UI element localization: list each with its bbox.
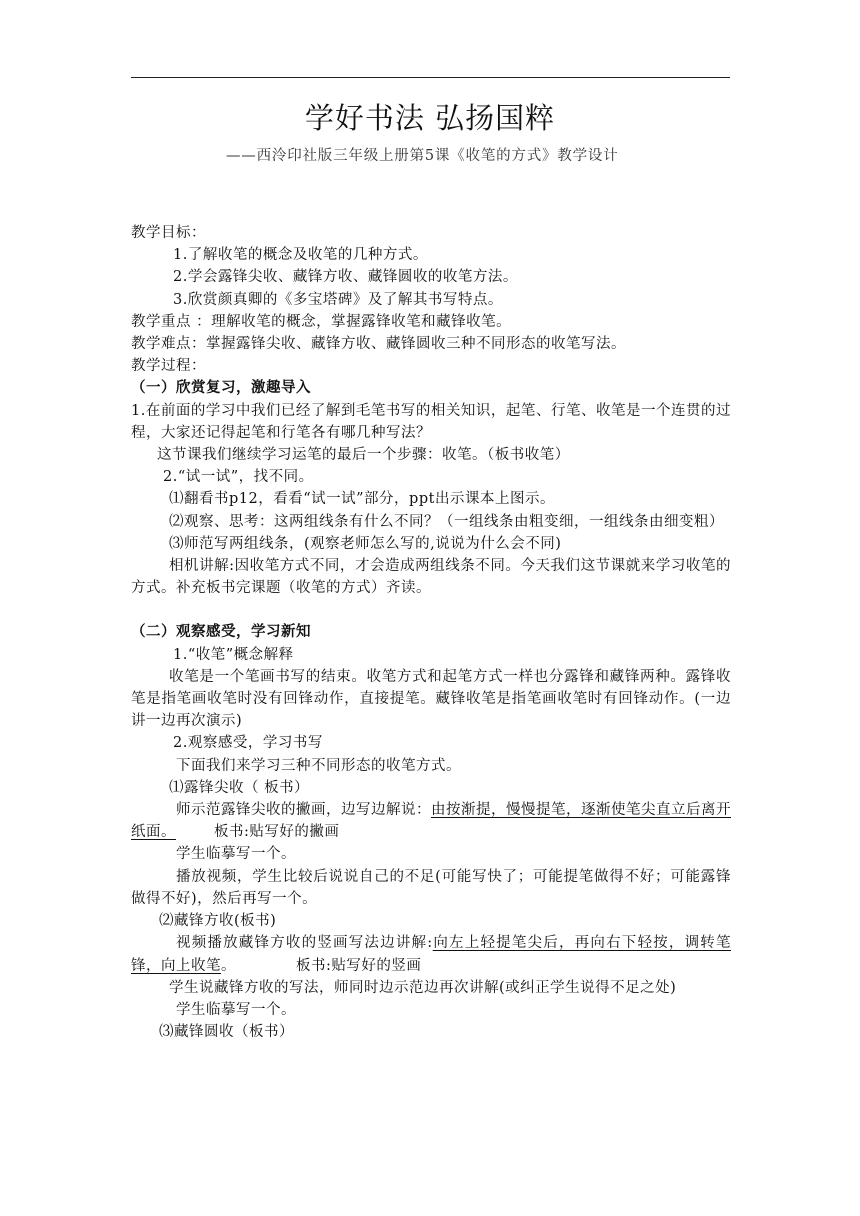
key-point: 教学重点 ：理解收笔的概念，掌握露锋收笔和藏锋收笔。 <box>131 313 512 330</box>
process-heading: 教学过程： <box>131 358 206 375</box>
page-subtitle: ——西泠印社版三年级上册第5课《收笔的方式》教学设计 <box>226 148 619 164</box>
paragraph: 学生说藏锋方收的写法，师同时边示范边再次讲解(或纠正学生说得不足之处) <box>169 979 677 996</box>
paragraph: ⑴露锋尖收（ 板书） <box>169 779 310 796</box>
text-span: 板书:贴写好的撇画 <box>214 824 340 841</box>
document-body <box>131 222 731 1043</box>
section-2-heading: （二）观察感受，学习新知 <box>131 623 311 641</box>
paragraph: 1.在前面的学习中我们已经了解到毛笔书写的相关知识，起笔、行笔、收笔是一个连贯的过程，大家还记得起笔和行笔各有哪几种写法？ <box>131 402 731 441</box>
paragraph <box>131 932 731 976</box>
paragraph: 2.观察感受，学习书写 <box>173 735 323 752</box>
paragraph: 1.“收笔”概念解释 <box>173 646 294 663</box>
paragraph: 相机讲解:因收笔方式不同，才会造成两组线条不同。今天我们这节课就来学习收笔的方式。补充板书完课题（收笔的方式）齐读。 <box>131 558 731 597</box>
paragraph: 学生临摹写一个。 <box>176 846 296 863</box>
goals-heading: 教学目标： <box>131 225 206 241</box>
text-span: 视频播放藏锋方收的竖画写法边讲解: <box>176 935 433 952</box>
paragraph: 收笔是一个笔画书写的结束。收笔方式和起笔方式一样也分露锋和藏锋两种。露锋收笔是指笔画收笔时没有回锋动作，直接提笔。藏锋收笔是指笔画收笔时有回锋动作。(一边讲一边再次演示) <box>131 668 731 730</box>
goal-3: 3.欣赏颜真卿的《多宝塔碑》及了解其书写特点。 <box>173 291 503 308</box>
paragraph: 这节课我们继续学习运笔的最后一个步骤：收笔。（板书收笔） <box>157 447 570 464</box>
paragraph: ⑶师范写两组线条，(观察老师怎么写的,说说为什么会不同) <box>169 535 562 552</box>
paragraph: 学生临摹写一个。 <box>176 1001 296 1018</box>
paragraph: ⑵藏锋方收(板书) <box>159 913 277 930</box>
paragraph: 2.“试一试”，找不同。 <box>163 469 314 486</box>
goal-2: 2.学会露锋尖收、藏锋方收、藏锋圆收的收笔方法。 <box>173 269 518 286</box>
paragraph <box>131 799 731 843</box>
header-rule <box>131 77 730 78</box>
paragraph: ⑵观察、思考：这两组线条有什么不同？（一组线条由粗变细，一组线条由细变粗） <box>169 513 724 530</box>
text-span: 。 <box>221 957 236 974</box>
paragraph: 下面我们来学习三种不同形态的收笔方式。 <box>176 757 461 774</box>
underlined-text: 向左上轻提笔尖后，再向右下轻按，调转笔锋，向上收笔 <box>131 935 731 974</box>
text-span: 板书:贴写好的竖画 <box>296 957 422 974</box>
goal-1: 1.了解收笔的概念及收笔的几种方式。 <box>173 247 428 264</box>
underlined-text: 由按渐提，慢慢提笔，逐渐使笔尖直立后离开纸面。 <box>131 802 731 841</box>
text-span: 师示范露锋尖收的撇画，边写边解说： <box>176 802 431 819</box>
spacer <box>131 599 731 621</box>
paragraph: ⑴翻看书p12，看看“试一试”部分，ppt出示课本上图示。 <box>169 491 555 508</box>
page-title: 学好书法 弘扬国粹 <box>304 101 556 135</box>
paragraph: 播放视频，学生比较后说说自己的不足(可能写快了；可能提笔做得不好；可能露锋做得不好)，然后再写一个。 <box>131 868 731 907</box>
paragraph: ⑶藏锋圆收（板书） <box>159 1024 294 1041</box>
difficult-point: 教学难点：掌握露锋尖收、藏锋方收、藏锋圆收三种不同形态的收笔写法。 <box>131 336 626 353</box>
section-1-heading: （一）欣赏复习，激趣导入 <box>131 379 311 397</box>
